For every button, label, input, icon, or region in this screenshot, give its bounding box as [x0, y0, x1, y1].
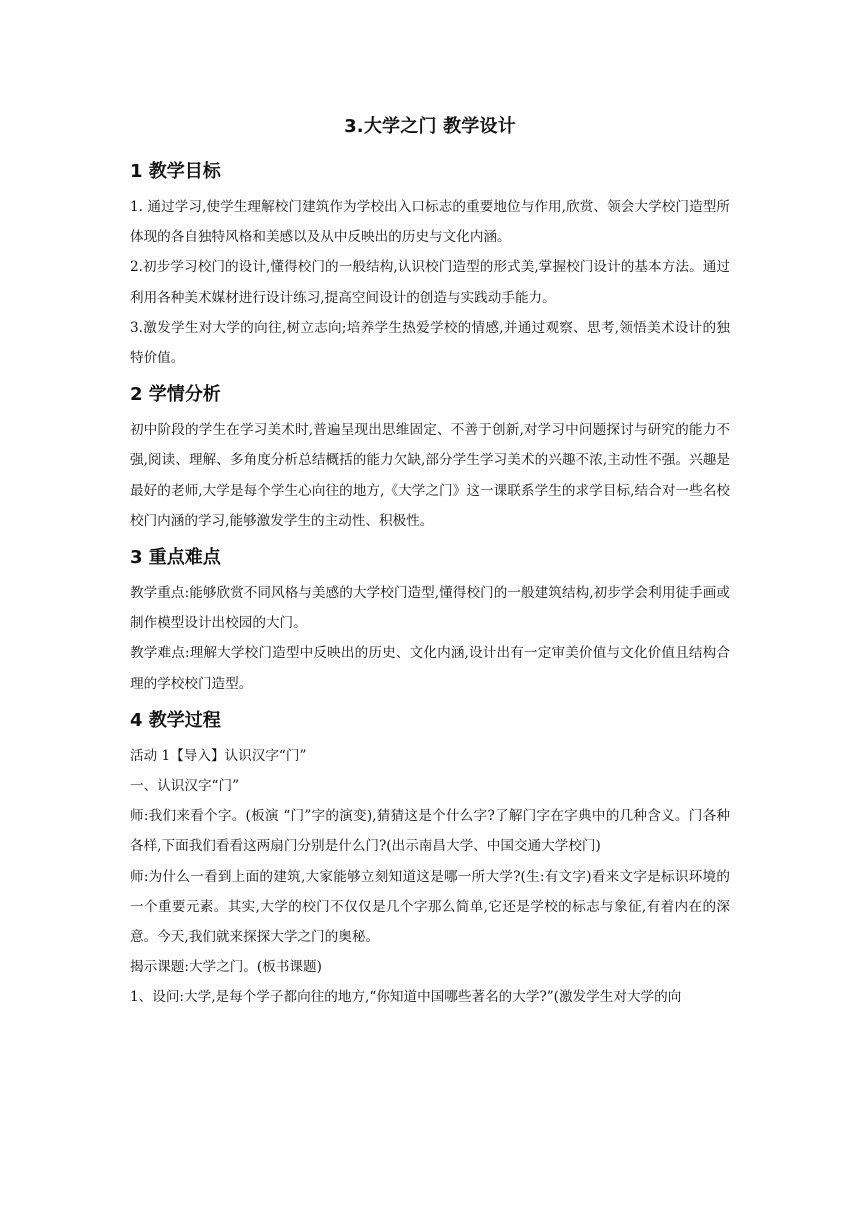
paragraph: 初中阶段的学生在学习美术时,普遍呈现出思维固定、不善于创新,对学习中问题探讨与研究的能力不强,阅读、理解、多角度分析总结概括的能力欠缺,部分学生学习美术的兴趣不浓,主动性不强。兴趣是最好的老师,大学是每个学生心向往的地方,《大学之门》这一课联系学生的求学目标,结合对一些名校校门内涵的学习,能够激发学生的主动性、积极性。 — [130, 422, 730, 529]
section-heading: 2 学情分析 — [130, 384, 221, 406]
paragraph: 揭示课题:大学之门。(板书课题) — [130, 959, 322, 976]
paragraph: 1. 通过学习,使学生理解校门建筑作为学校出入口标志的重要地位与作用,欣赏、领会大学校门造型所体现的各自独特风格和美感以及从中反映出的历史与文化内涵。 — [130, 199, 730, 246]
section-heading: 4 教学过程 — [130, 709, 221, 731]
paragraph: 1、设问:大学,是每个学子都向往的地方,“你知道中国哪些著名的大学?”(激发学生对大学的向 — [130, 989, 682, 1006]
document-title: 3.大学之门 教学设计 — [344, 116, 516, 137]
paragraph: 3.激发学生对大学的向往,树立志向;培养学生热爱学校的情感,并通过观察、思考,领悟美术设计的独特价值。 — [130, 319, 730, 367]
paragraph: 师:我们来看个字。(板演 “门”字的演变),猜猜这是个什么字?了解门字在字典中的几种含义。门各种各样,下面我们看看这两扇门分别是什么门?(出示南昌大学、中国交通大学校门) — [130, 808, 730, 855]
paragraph: 教学难点:理解大学校门造型中反映出的历史、文化内涵,设计出有一定审美价值与文化价值且结构合理的学校校门造型。 — [130, 645, 730, 692]
section-key-difficulties — [130, 544, 730, 699]
section-heading: 1 教学目标 — [130, 161, 221, 182]
section-teaching-objectives — [130, 158, 730, 373]
section-heading: 3 重点难点 — [130, 547, 221, 569]
paragraph: 教学重点:能够欣赏不同风格与美感的大学校门造型,懂得校门的一般建筑结构,初步学会利用徒手画或制作模型设计出校园的大门。 — [130, 585, 730, 632]
paragraph: 师:为什么一看到上面的建筑,大家能够立刻知道这是哪一所大学?(生:有文字)看来文字是标识环境的一个重要元素。其实,大学的校门不仅仅是几个字那么简单,它还是学校的标志与象征,有着内在的深意。今天,我们就来探探大学之门的奥秘。 — [130, 868, 730, 946]
section-student-analysis — [130, 381, 730, 536]
document-page — [130, 112, 730, 1021]
paragraph: 2.初步学习校门的设计,懂得校门的一般结构,认识校门造型的形式美,掌握校门设计的基本方法。通过利用各种美术媒材进行设计练习,提高空间设计的创造与实践动手能力。 — [130, 259, 730, 306]
paragraph: 活动 1【导入】认识汉字“门” — [130, 747, 307, 764]
paragraph: 一、认识汉字“门” — [130, 778, 240, 795]
section-teaching-process — [130, 707, 730, 1013]
